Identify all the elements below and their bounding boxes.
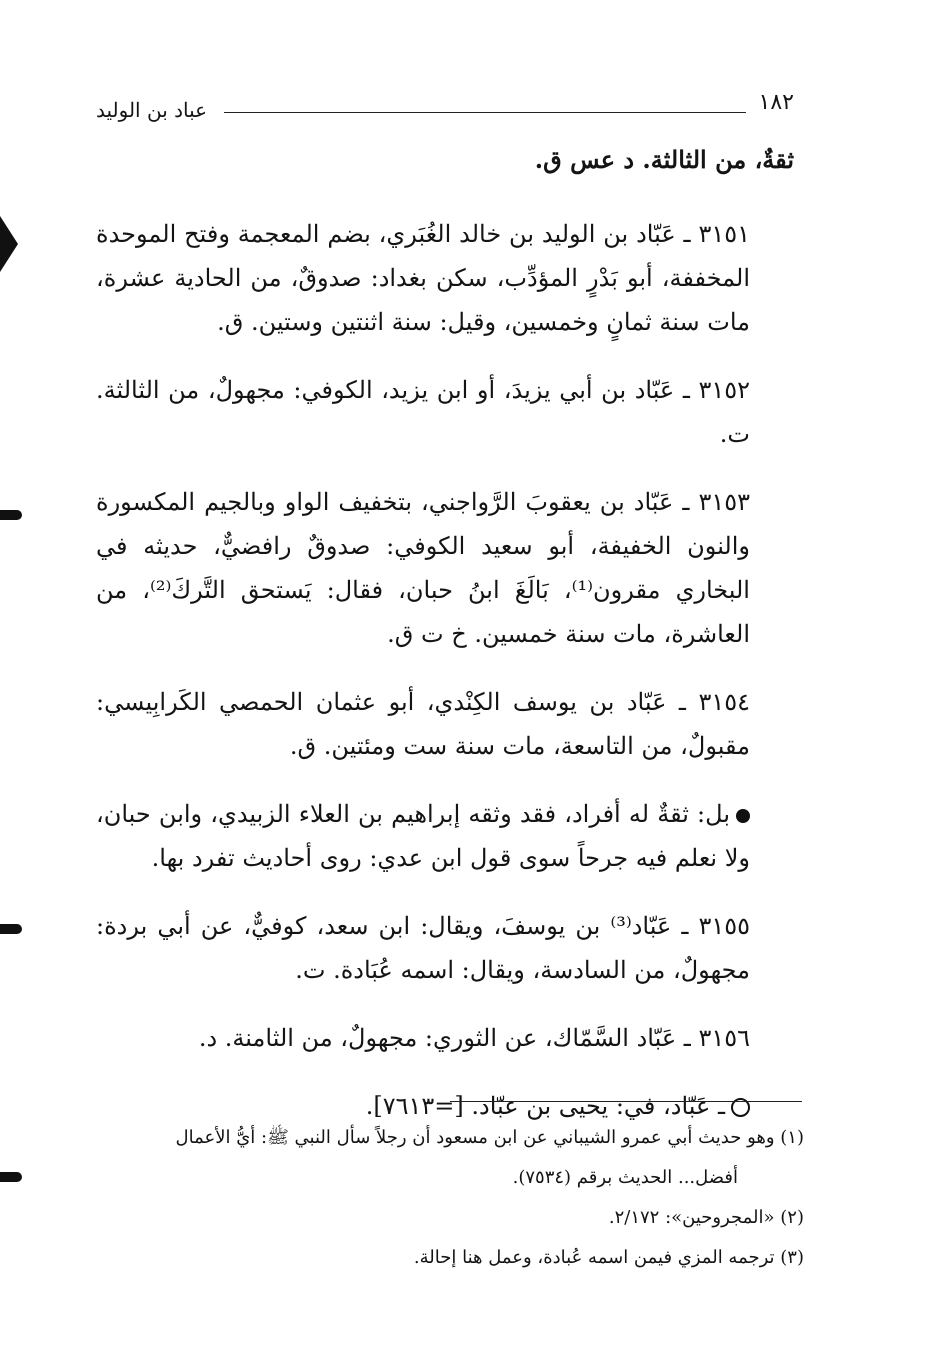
binding-mark xyxy=(0,1172,22,1182)
entry-3152: ٣١٥٢ ـ عَبّاد بن أبي يزيدَ، أو ابن يزيد، الكوفي: مجهولٌ، من الثالثة. ت. xyxy=(96,376,750,448)
page-header xyxy=(96,88,794,128)
footnote-1-continued: أفضل... الحديث برقم (٧٥٣٤). xyxy=(512,1167,738,1188)
editor-comment xyxy=(96,792,794,880)
footnotes xyxy=(110,1120,804,1280)
footnote-2: (٢) «المجروحين»: ٢/١٧٢. xyxy=(608,1207,804,1228)
footnote-3: (٣) ترجمه المزي فيمن اسمه عُبادة، وعمل هنا إحالة. xyxy=(413,1247,804,1268)
binding-mark xyxy=(0,510,22,520)
cross-reference-text: ـ عَبّاد، في: يحيى بن عبّاد. [=٧٦١٣]. xyxy=(365,1092,725,1120)
page-number: ١٨٢ xyxy=(758,90,794,115)
entry-3156: ٣١٥٦ ـ عَبّاد السَّمّاك، عن الثوري: مجهولٌ، من الثامنة. د. xyxy=(198,1024,750,1052)
entry-3151: ٣١٥١ ـ عَبّاد بن الوليد بن خالد الغُبَري، بضم المعجمة وفتح الموحدة المخففة، أبو بَدْرٍ المؤدِّب، سكن بغداد: صدوقٌ، من الحادية عشرة، مات سنة ثمانٍ وخمسين، وقيل: سنة اثنتين وستين. ق. xyxy=(96,220,751,336)
editor-comment-text: بل: ثقةٌ له أفراد، فقد وثقه إبراهيم بن العلاء الزبيدي، وابن حبان، ولا نعلم فيه جرحاً سوى قول ابن عدي: روى أحاديث تفرد بها. xyxy=(96,800,750,872)
entry-continuation: ثقةٌ، من الثالثة. د عس ق. xyxy=(534,145,794,174)
bullet-icon xyxy=(736,809,750,823)
running-title: عباد بن الوليد xyxy=(96,98,208,122)
header-rule xyxy=(224,112,746,113)
binding-mark xyxy=(0,216,18,272)
entry-3155: ٣١٥٥ ـ عَبّاد⁽³⁾ بن يوسفَ، ويقال: ابن سعد، كوفيٌّ، عن أبي بردة: مجهولٌ، من السادسة، ويقال: اسمه عُبَادة. ت. xyxy=(96,912,750,984)
binding-mark xyxy=(0,924,22,934)
main-text xyxy=(96,138,794,1152)
footnote-rule xyxy=(450,1101,802,1102)
entry-3153: ٣١٥٣ ـ عَبّاد بن يعقوبَ الرَّواجني، بتخفيف الواو وبالجيم المكسورة والنون الخفيفة، أبو سعيد الكوفي: صدوقٌ رافضيٌّ، حديثه في البخاري مقرون⁽¹⁾، بَالَغَ ابنُ حبان، فقال: يَستحق التَّركَ⁽²⁾، من العاشرة، مات سنة خمسين. خ ت ق. xyxy=(96,488,750,648)
footnote-1: (١) وهو حديث أبي عمرو الشيباني عن ابن مسعود أن رجلاً سأل النبي ﷺ: أيُّ الأعمال xyxy=(175,1127,804,1148)
entry-3154: ٣١٥٤ ـ عَبّاد بن يوسف الكِنْدي، أبو عثمان الحمصي الكَرابِيسي: مقبولٌ، من التاسعة، مات سنة ست ومئتين. ق. xyxy=(96,688,750,760)
